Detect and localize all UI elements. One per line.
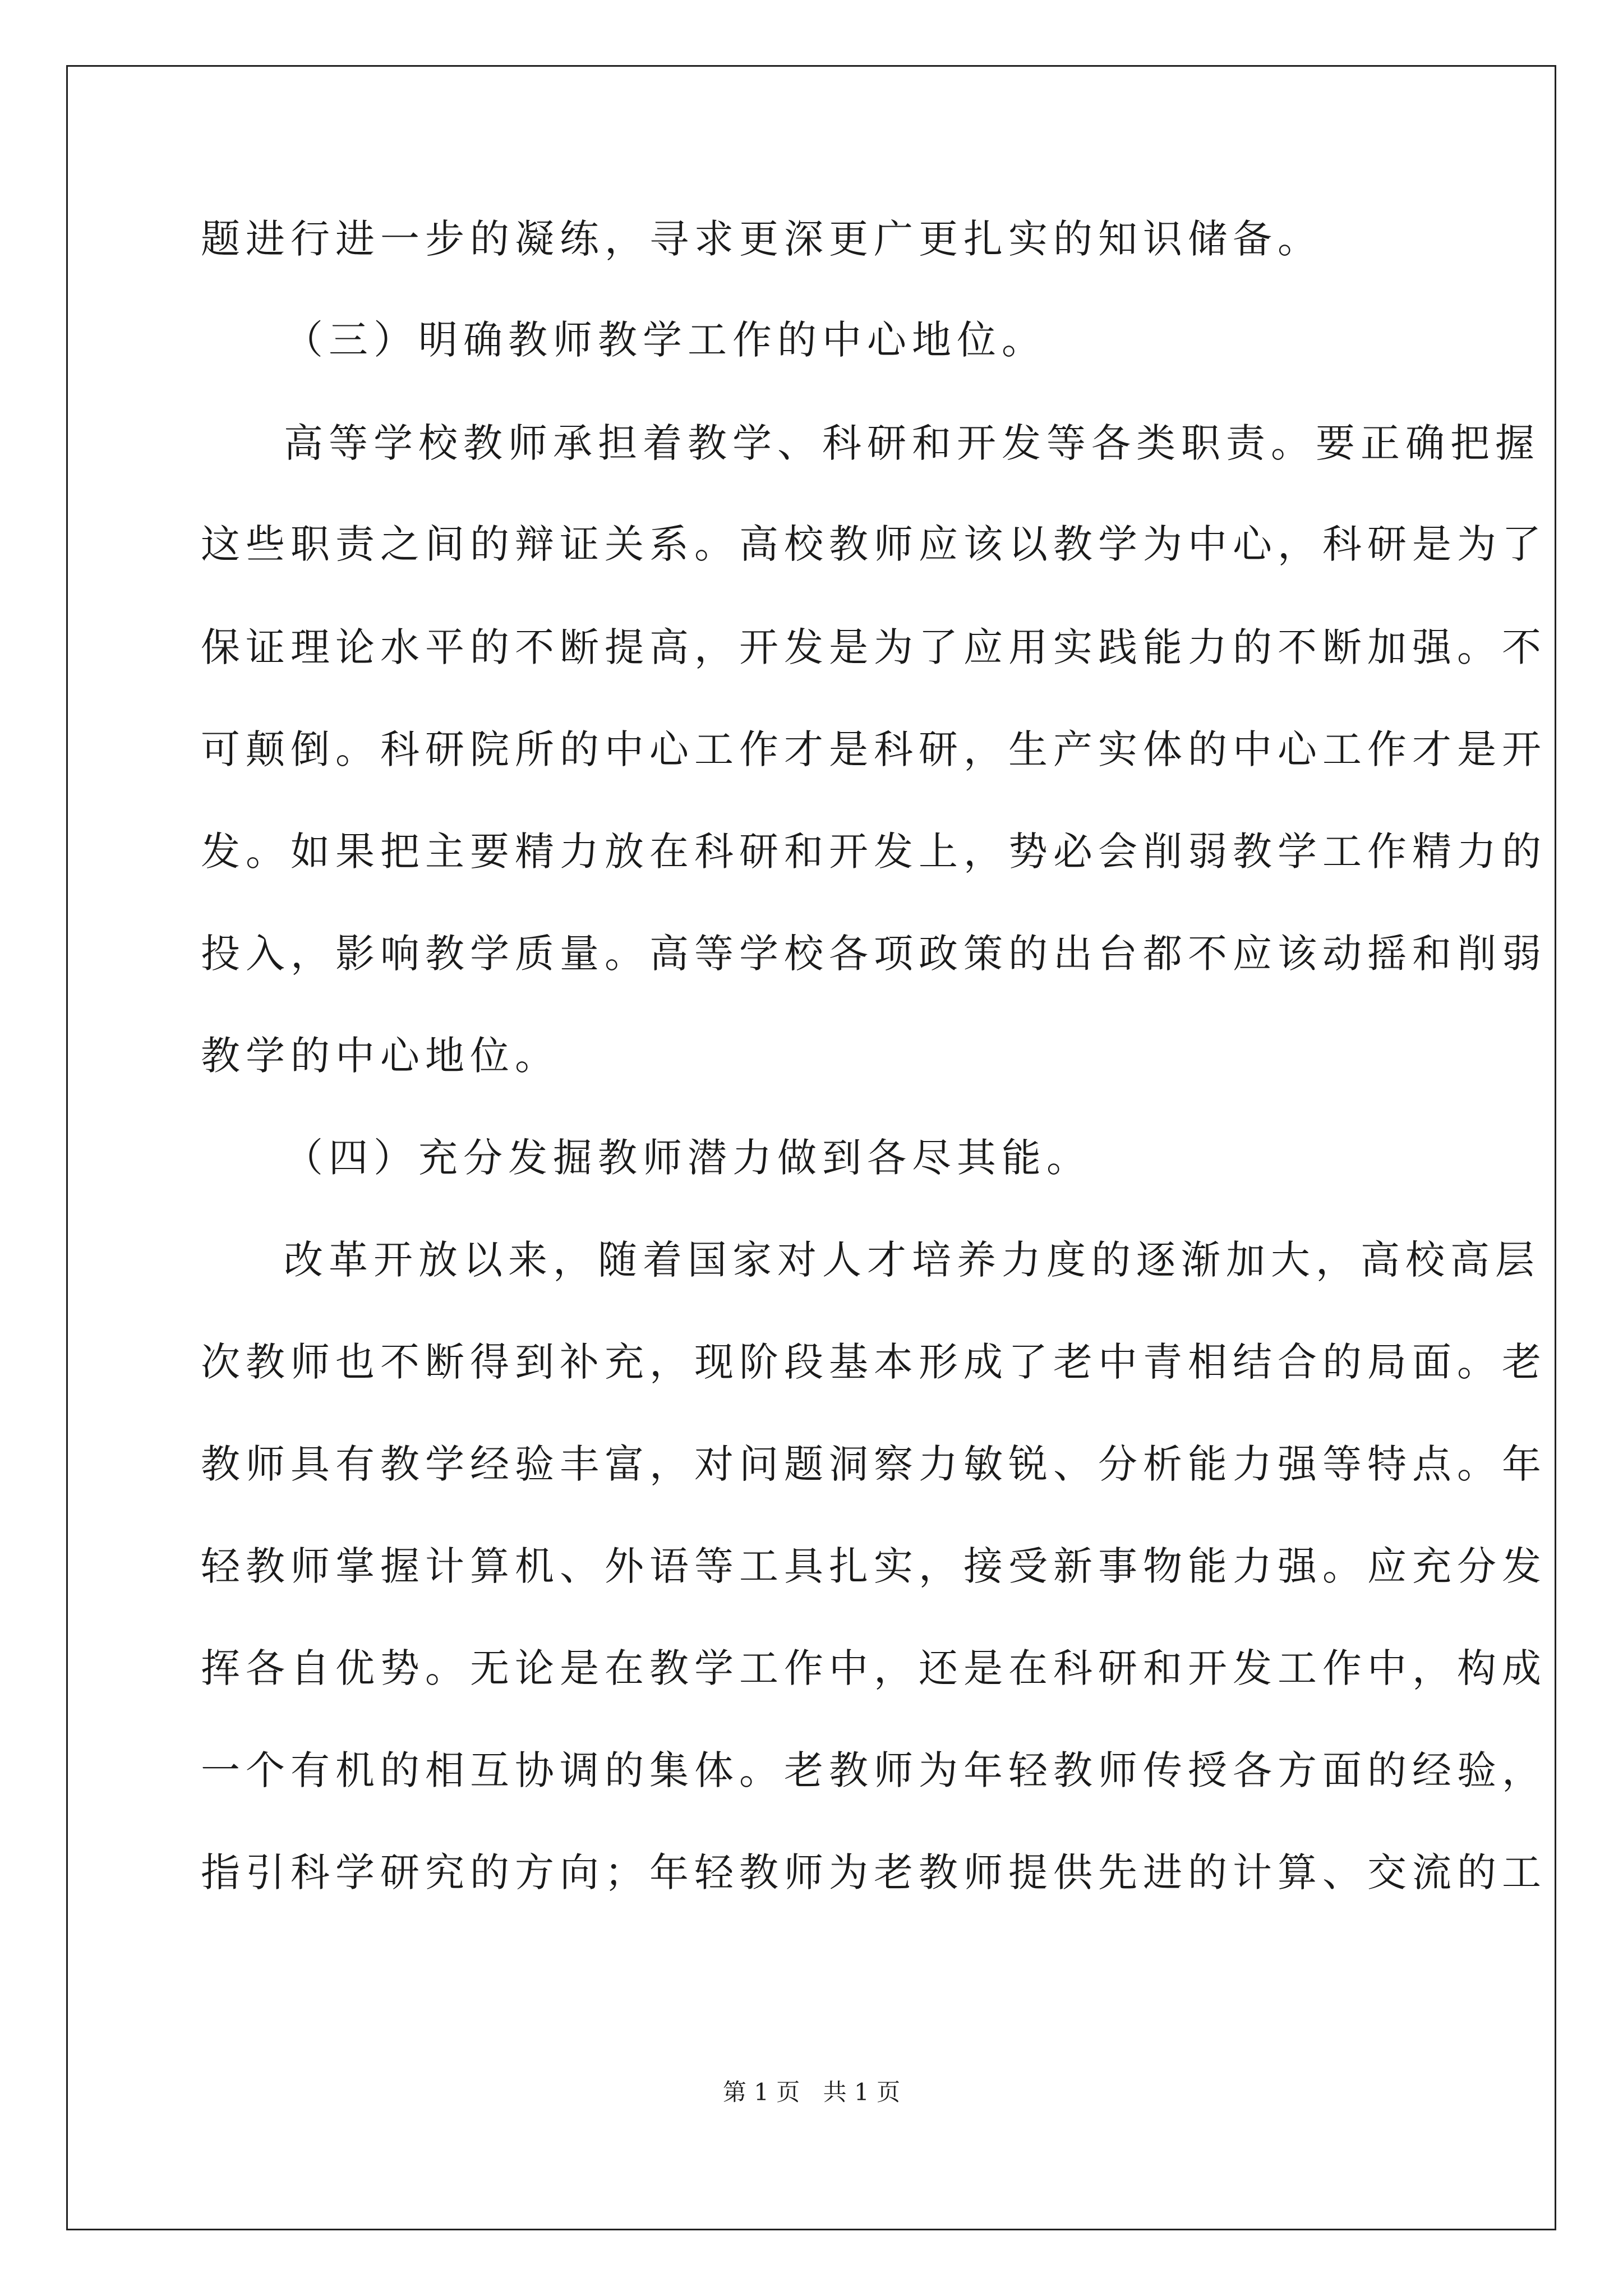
paragraph-line: 一个有机的相互协调的集体。老教师为年轻教师传授各方面的经验， (201, 1747, 1547, 1793)
paragraph-line: 可颠倒。科研院所的中心工作才是科研，生产实体的中心工作才是开 (201, 726, 1547, 772)
paragraph-line: 次教师也不断得到补充，现阶段基本形成了老中青相结合的局面。老 (201, 1339, 1547, 1385)
paragraph-line: 投入，影响教学质量。高等学校各项政策的出台都不应该动摇和削弱 (201, 931, 1547, 977)
paragraph-line: 发。如果把主要精力放在科研和开发上，势必会削弱教学工作精力的 (201, 829, 1547, 875)
section-heading: （三）明确教师教学工作的中心地位。 (284, 317, 1046, 363)
section-heading: （四）充分发掘教师潜力做到各尽其能。 (284, 1135, 1091, 1181)
paragraph-line: 题进行进一步的凝练，寻求更深更广更扎实的知识储备。 (201, 216, 1322, 262)
paragraph-line: 指引科学研究的方向；年轻教师为老教师提供先进的计算、交流的工 (201, 1849, 1547, 1895)
paragraph-line: 教学的中心地位。 (201, 1033, 560, 1079)
paragraph-line: 挥各自优势。无论是在教学工作中，还是在科研和开发工作中，构成 (201, 1645, 1547, 1691)
page-total: 共 1 页 (823, 2078, 901, 2106)
paragraph-line: 保证理论水平的不断提高，开发是为了应用实践能力的不断加强。不 (201, 624, 1547, 670)
paragraph-line: 教师具有教学经验丰富，对问题洞察力敏锐、分析能力强等特点。年 (201, 1441, 1547, 1487)
page-footer (0, 2076, 1623, 2109)
paragraph-line: 这些职责之间的辩证关系。高校教师应该以教学为中心，科研是为了 (201, 521, 1547, 567)
paragraph-line: 高等学校教师承担着教学、科研和开发等各类职责。要正确把握 (284, 420, 1540, 466)
paragraph-line: 改革开放以来，随着国家对人才培养力度的逐渐加大，高校高层 (284, 1237, 1540, 1283)
paragraph-line: 轻教师掌握计算机、外语等工具扎实，接受新事物能力强。应充分发 (201, 1543, 1547, 1589)
page-number: 第 1 页 (722, 2078, 800, 2106)
